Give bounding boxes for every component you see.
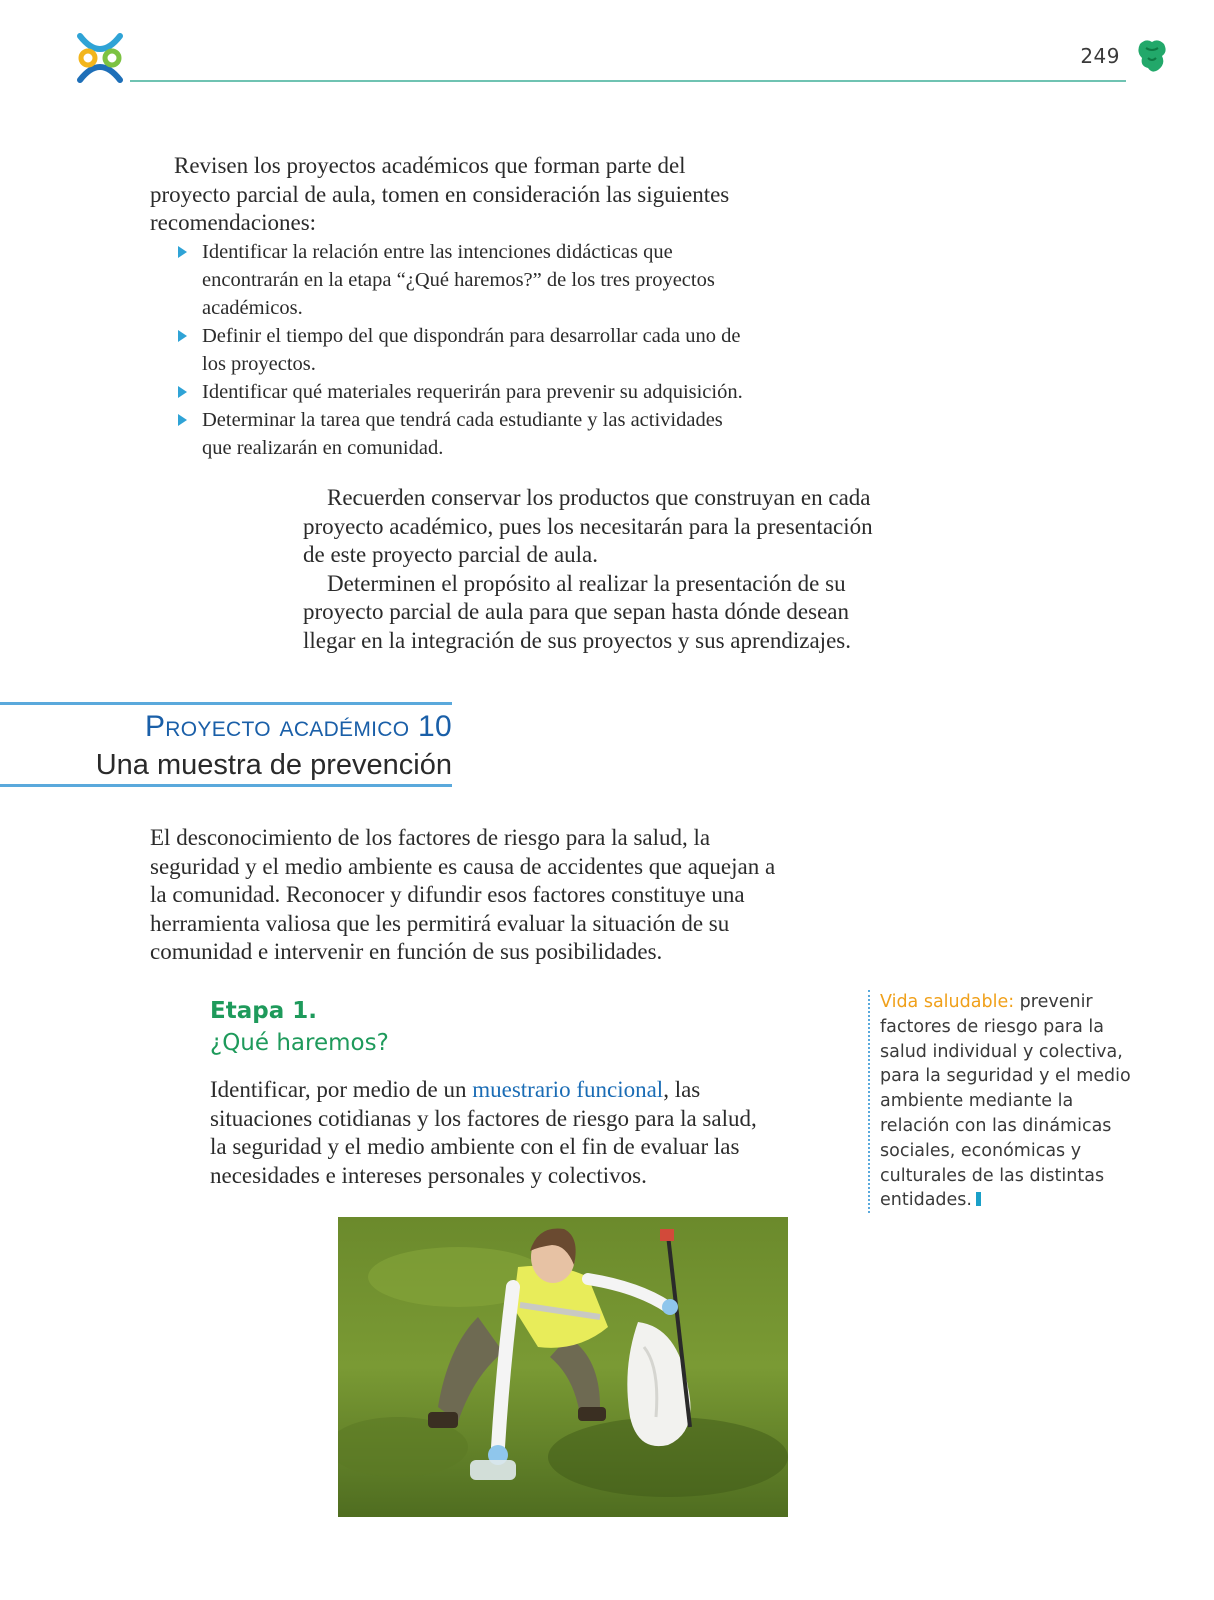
bullet-arrow-icon [178,330,187,342]
volunteer-cleanup-photo [338,1217,788,1517]
bullet-arrow-icon [178,386,187,398]
project-intro: El desconocimiento de los factores de riesgo para la salud, la seguridad y el medio ambiente es causa de accidentes que aquejan a la comunidad. Reconocer y difundir esos factores constituye una herramienta valiosa que les permitirá evaluar la situación de su comunidad e intervenir en función de sus posibilidades. [150,825,776,964]
glossary-term-link[interactable]: muestrario funcional [472,1077,664,1102]
recommendations-list [150,238,750,462]
heading-rule-top [0,702,452,705]
bullet-arrow-icon [178,414,187,426]
publisher-logo-icon [74,32,126,84]
bullet-arrow-icon [178,246,187,258]
list-item: Identificar qué materiales requerirán para prevenir su adquisición. [202,378,750,406]
end-mark-icon [976,1192,981,1206]
list-item: Determinar la tarea que tendrá cada estudiante y las actividades que realizarán en comunidad. [202,406,750,462]
project-title: Una muestra de prevención [95,749,452,781]
sidebar-definition: prevenir factores de riesgo para la salud individual y colectiva, para la seguridad y el medio ambiente mediante la relación con las dinámicas sociales, económicas y culturales de las distintas entidades. [880,992,1131,1211]
reminder-paragraph: Determinen el propósito al realizar la presentación de su proyecto parcial de aula para que sepan hasta dónde desean llegar en la integración de sus proyectos y sus aprendizajes. [303,570,851,653]
reminders-section [303,484,883,655]
header-rule [130,80,1126,82]
intro-section [150,152,750,462]
sidebar-term: Vida saludable: [880,992,1015,1012]
intro-paragraph: Revisen los proyectos académicos que forman parte del proyecto parcial de aula, tomen en consideración las siguientes recomendaciones: [150,153,730,235]
page-number: 249 [1080,44,1120,68]
list-item: Definir el tiempo del que dispondrán para desarrollar cada uno de los proyectos. [202,322,750,378]
stage-question: ¿Qué haremos? [210,1030,389,1056]
green-emblem-icon [1136,38,1168,74]
glossary-sidebar [868,990,1132,1213]
heading-rule-bottom [0,784,452,787]
list-item: Identificar la relación entre las intenciones didácticas que encontrarán en la etapa “¿Qué haremos?” de los tres proyectos académicos. [202,238,750,322]
stage-text: Identificar, por medio de un muestrario funcional, las situaciones cotidianas y los factores de riesgo para la salud, la seguridad y el medio ambiente con el fin de evaluar las necesidades e intereses personales y colectivos. [210,1077,757,1188]
reminder-paragraph: Recuerden conservar los productos que construyan en cada proyecto académico, pues los necesitarán para la presentación de este proyecto parcial de aula. [303,485,873,567]
project-label: Proyecto académico 10 [145,710,452,743]
stage-label: Etapa 1. [210,998,317,1024]
